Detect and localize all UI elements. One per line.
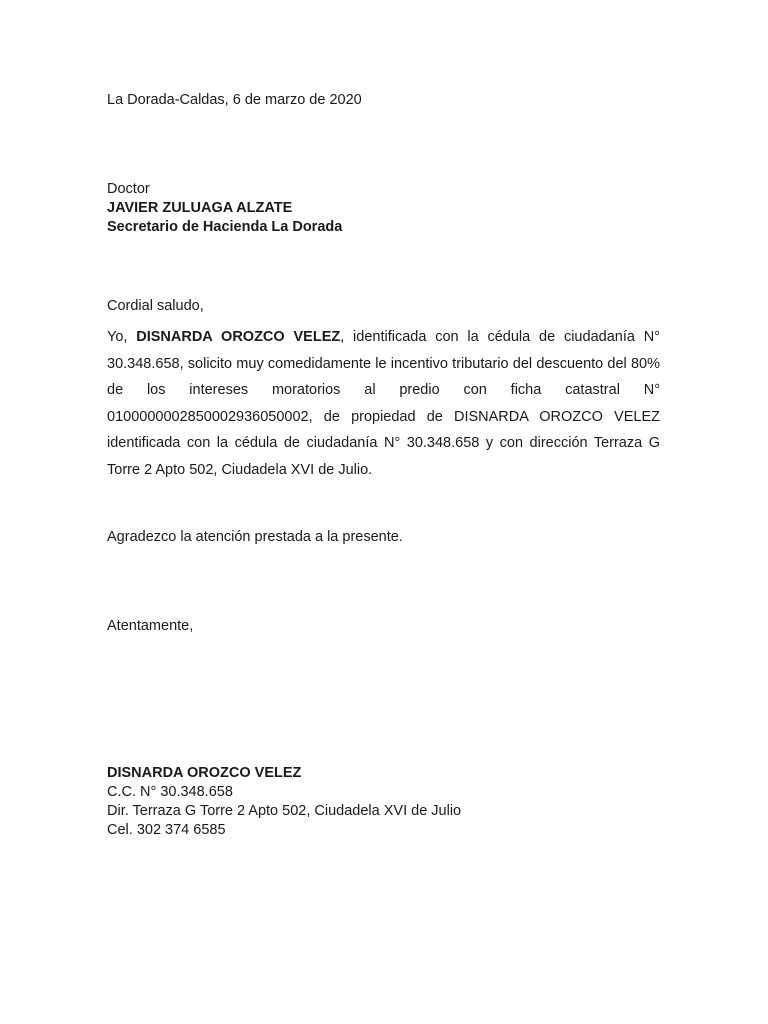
body-sender-name: DISNARDA OROZCO VELEZ (136, 329, 341, 345)
body-paragraph (107, 324, 660, 484)
recipient-name: JAVIER ZULUAGA ALZATE (107, 200, 293, 216)
body-text: , identificada con la cédula de ciudadanía N° 30.348.658, solicito muy comedidamente le incentivo tributario del descuento del 80% de los intereses moratorios al predio con ficha catastral N° 0100000002850002936050002, de propiedad de DISNARDA OROZCO VELEZ identificada con la cédula de ciudadanía N° 30.348.658 y con dirección Terraza G Torre 2 Apto 502, Ciudadela XVI de Julio. (107, 329, 660, 478)
thanks-line: Agradezco la atención prestada a la presente. (107, 529, 403, 545)
date-line: La Dorada-Caldas, 6 de marzo de 2020 (107, 92, 362, 108)
signature-phone: Cel. 302 374 6585 (107, 822, 226, 838)
signature-id: C.C. N° 30.348.658 (107, 784, 233, 800)
signature-name: DISNARDA OROZCO VELEZ (107, 765, 302, 781)
greeting: Cordial saludo, (107, 298, 204, 314)
recipient-position: Secretario de Hacienda La Dorada (107, 219, 343, 235)
recipient-title: Doctor (107, 181, 150, 197)
closing-line: Atentamente, (107, 618, 194, 634)
body-intro: Yo, (107, 329, 137, 345)
signature-address: Dir. Terraza G Torre 2 Apto 502, Ciudadela XVI de Julio (107, 803, 462, 819)
